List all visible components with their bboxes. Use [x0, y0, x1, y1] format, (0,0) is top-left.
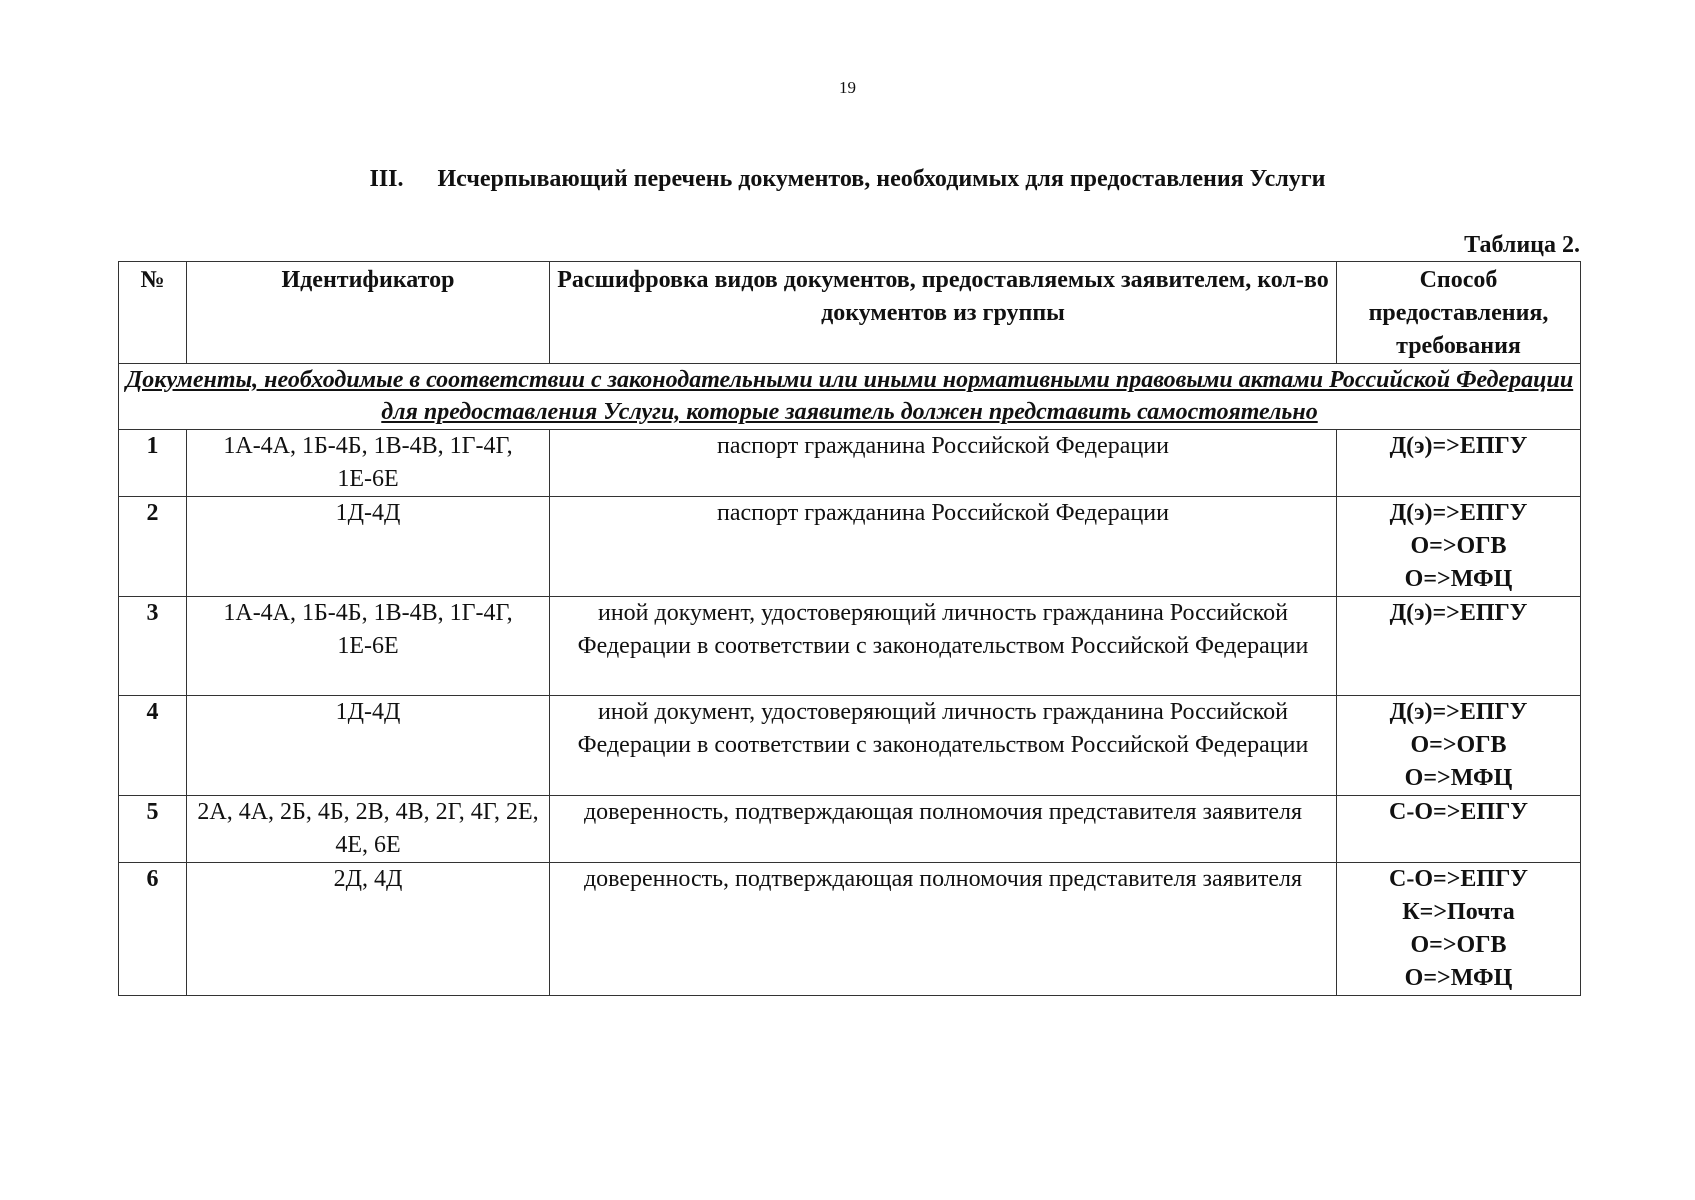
method-line: Д(э)=>ЕПГУ: [1389, 433, 1528, 459]
row-methods: [1337, 597, 1581, 696]
documents-table: [118, 261, 1581, 996]
header-num: №: [119, 262, 187, 364]
table-row: [119, 597, 1581, 696]
group-heading-row: [119, 364, 1581, 430]
row-num: 3: [119, 597, 187, 696]
table-row: [119, 796, 1581, 863]
method-line: Д(э)=>ЕПГУ: [1389, 600, 1528, 626]
method-line: С-О=>ЕПГУ: [1389, 866, 1528, 892]
method-line: О=>ОГВ: [1410, 932, 1507, 958]
table-row: [119, 696, 1581, 796]
row-num: 6: [119, 863, 187, 996]
header-identifier: Идентификатор: [187, 262, 550, 364]
section-numeral: III.: [369, 166, 404, 192]
header-method: Способ предоставления, требования: [1337, 262, 1581, 364]
row-num: 1: [119, 430, 187, 497]
row-description: паспорт гражданина Российской Федерации: [550, 497, 1337, 597]
section-heading: [0, 166, 1695, 193]
method-line: О=>ОГВ: [1410, 732, 1507, 758]
table-row: [119, 863, 1581, 996]
method-line: О=>ОГВ: [1410, 533, 1507, 559]
row-identifier: 1А-4А, 1Б-4Б, 1В-4В, 1Г-4Г, 1Е-6Е: [187, 430, 550, 497]
row-description: доверенность, подтверждающая полномочия представителя заявителя: [550, 863, 1337, 996]
row-description: доверенность, подтверждающая полномочия представителя заявителя: [550, 796, 1337, 863]
row-description: паспорт гражданина Российской Федерации: [550, 430, 1337, 497]
method-line: Д(э)=>ЕПГУ: [1389, 699, 1528, 725]
section-title: Исчерпывающий перечень документов, необходимых для предоставления Услуги: [437, 166, 1326, 192]
row-identifier: 2Д, 4Д: [187, 863, 550, 996]
row-identifier: 1Д-4Д: [187, 497, 550, 597]
row-methods: [1337, 497, 1581, 597]
method-line: К=>Почта: [1402, 899, 1515, 925]
header-description: Расшифровка видов документов, предоставляемых заявителем, кол-во документов из группы: [550, 262, 1337, 364]
row-identifier: 1Д-4Д: [187, 696, 550, 796]
group-heading: Документы, необходимые в соответствии с законодательными или иными нормативными правовыми актами Российской Федерации для предоставления Услуги, которые заявитель должен представить самостоятельно: [119, 364, 1581, 430]
row-num: 2: [119, 497, 187, 597]
row-methods: [1337, 430, 1581, 497]
row-identifier: 2А, 4А, 2Б, 4Б, 2В, 4В, 2Г, 4Г, 2Е, 4Е, 6Е: [187, 796, 550, 863]
row-methods: [1337, 796, 1581, 863]
row-methods: [1337, 696, 1581, 796]
method-line: О=>МФЦ: [1404, 965, 1513, 991]
row-identifier: 1А-4А, 1Б-4Б, 1В-4В, 1Г-4Г, 1Е-6Е: [187, 597, 550, 696]
method-line: Д(э)=>ЕПГУ: [1389, 500, 1528, 526]
method-line: О=>МФЦ: [1404, 765, 1513, 791]
table-header-row: [119, 262, 1581, 364]
method-line: С-О=>ЕПГУ: [1389, 799, 1528, 825]
row-description: иной документ, удостоверяющий личность гражданина Российской Федерации в соответствии с законодательством Российской Федерации: [550, 696, 1337, 796]
method-line: О=>МФЦ: [1404, 566, 1513, 592]
table-caption: Таблица 2.: [1464, 232, 1580, 258]
row-methods: [1337, 863, 1581, 996]
page-number: 19: [839, 78, 856, 97]
row-description: иной документ, удостоверяющий личность гражданина Российской Федерации в соответствии с законодательством Российской Федерации: [550, 597, 1337, 696]
row-num: 5: [119, 796, 187, 863]
table-row: [119, 430, 1581, 497]
table-row: [119, 497, 1581, 597]
row-num: 4: [119, 696, 187, 796]
